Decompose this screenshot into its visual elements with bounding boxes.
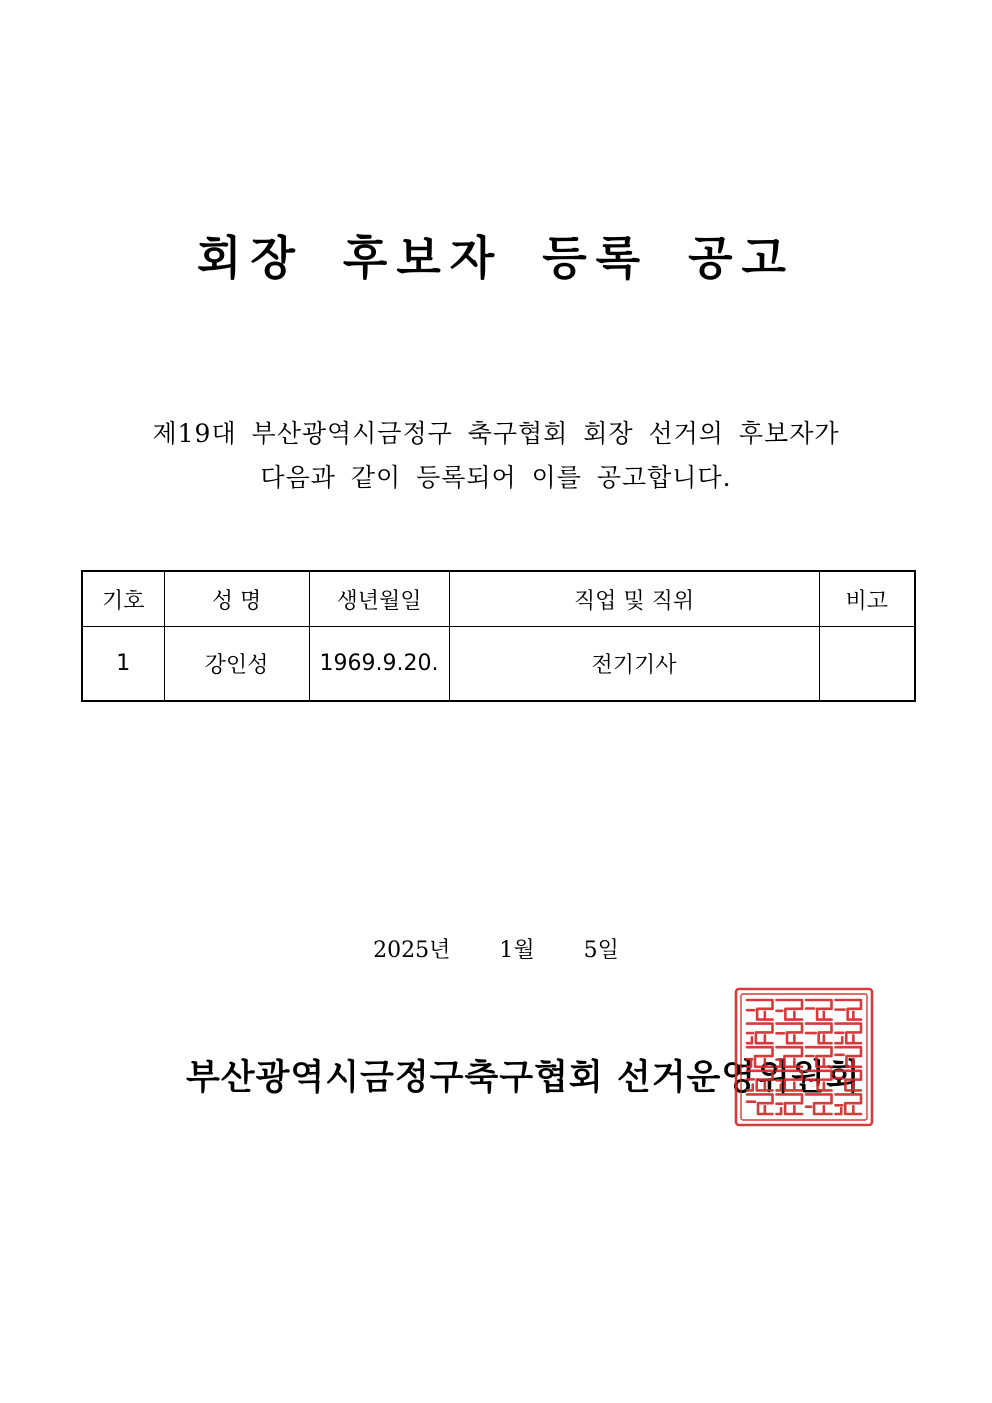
seal-glyph-stroke xyxy=(777,1047,803,1067)
header-occupation: 직업 및 직위 xyxy=(449,571,819,627)
intro-line-2: 다음과 같이 등록되어 이를 공고합니다. xyxy=(260,463,732,492)
cell-occupation: 전기기사 xyxy=(449,627,819,702)
seal-glyph-stroke xyxy=(747,1094,773,1114)
seal-glyph-stroke xyxy=(777,1071,803,1091)
date-month: 1월 xyxy=(499,938,535,963)
seal-glyph-stroke xyxy=(806,1000,832,1020)
cell-name: 강인성 xyxy=(164,627,309,702)
seal-glyph-stroke xyxy=(836,1000,862,1020)
cell-remarks xyxy=(819,627,915,702)
organization-name: 부산광역시금정구축구협회 선거운영위원회 xyxy=(186,1057,861,1098)
page-title: 회장 후보자 등록 공고 xyxy=(197,231,795,285)
seal-glyph-stroke xyxy=(806,1047,832,1067)
seal-glyph-stroke xyxy=(836,1071,862,1091)
official-seal-icon xyxy=(733,986,875,1128)
table-row xyxy=(82,627,915,702)
announcement-date xyxy=(0,933,992,964)
seal-glyph-stroke xyxy=(747,1047,773,1067)
seal-glyph-stroke xyxy=(836,1094,862,1114)
header-birthdate: 생년월일 xyxy=(309,571,449,627)
candidate-table xyxy=(81,570,916,702)
seal-glyph-stroke xyxy=(806,1024,832,1044)
seal-glyph-stroke xyxy=(806,1071,832,1091)
seal-glyph-stroke xyxy=(836,1047,862,1067)
seal-glyph-stroke xyxy=(747,1071,773,1091)
intro-paragraph xyxy=(0,412,992,500)
seal-glyph-stroke xyxy=(836,1024,862,1044)
seal-glyph-stroke xyxy=(777,1000,803,1020)
seal-glyph-stroke xyxy=(747,1000,773,1020)
intro-line-1: 제19대 부산광역시금정구 축구협회 회장 선거의 후보자가 xyxy=(152,419,840,448)
seal-glyph-stroke xyxy=(806,1094,832,1114)
table-header-row xyxy=(82,571,915,627)
date-year: 2025년 xyxy=(373,938,451,963)
header-number: 기호 xyxy=(82,571,164,627)
seal-glyph-stroke xyxy=(777,1024,803,1044)
seal-glyph-stroke xyxy=(777,1094,803,1114)
header-remarks: 비고 xyxy=(819,571,915,627)
cell-birthdate: 1969.9.20. xyxy=(309,627,449,702)
date-day: 5일 xyxy=(583,938,619,963)
header-name: 성 명 xyxy=(164,571,309,627)
cell-number: 1 xyxy=(82,627,164,702)
seal-glyph-stroke xyxy=(747,1024,773,1044)
